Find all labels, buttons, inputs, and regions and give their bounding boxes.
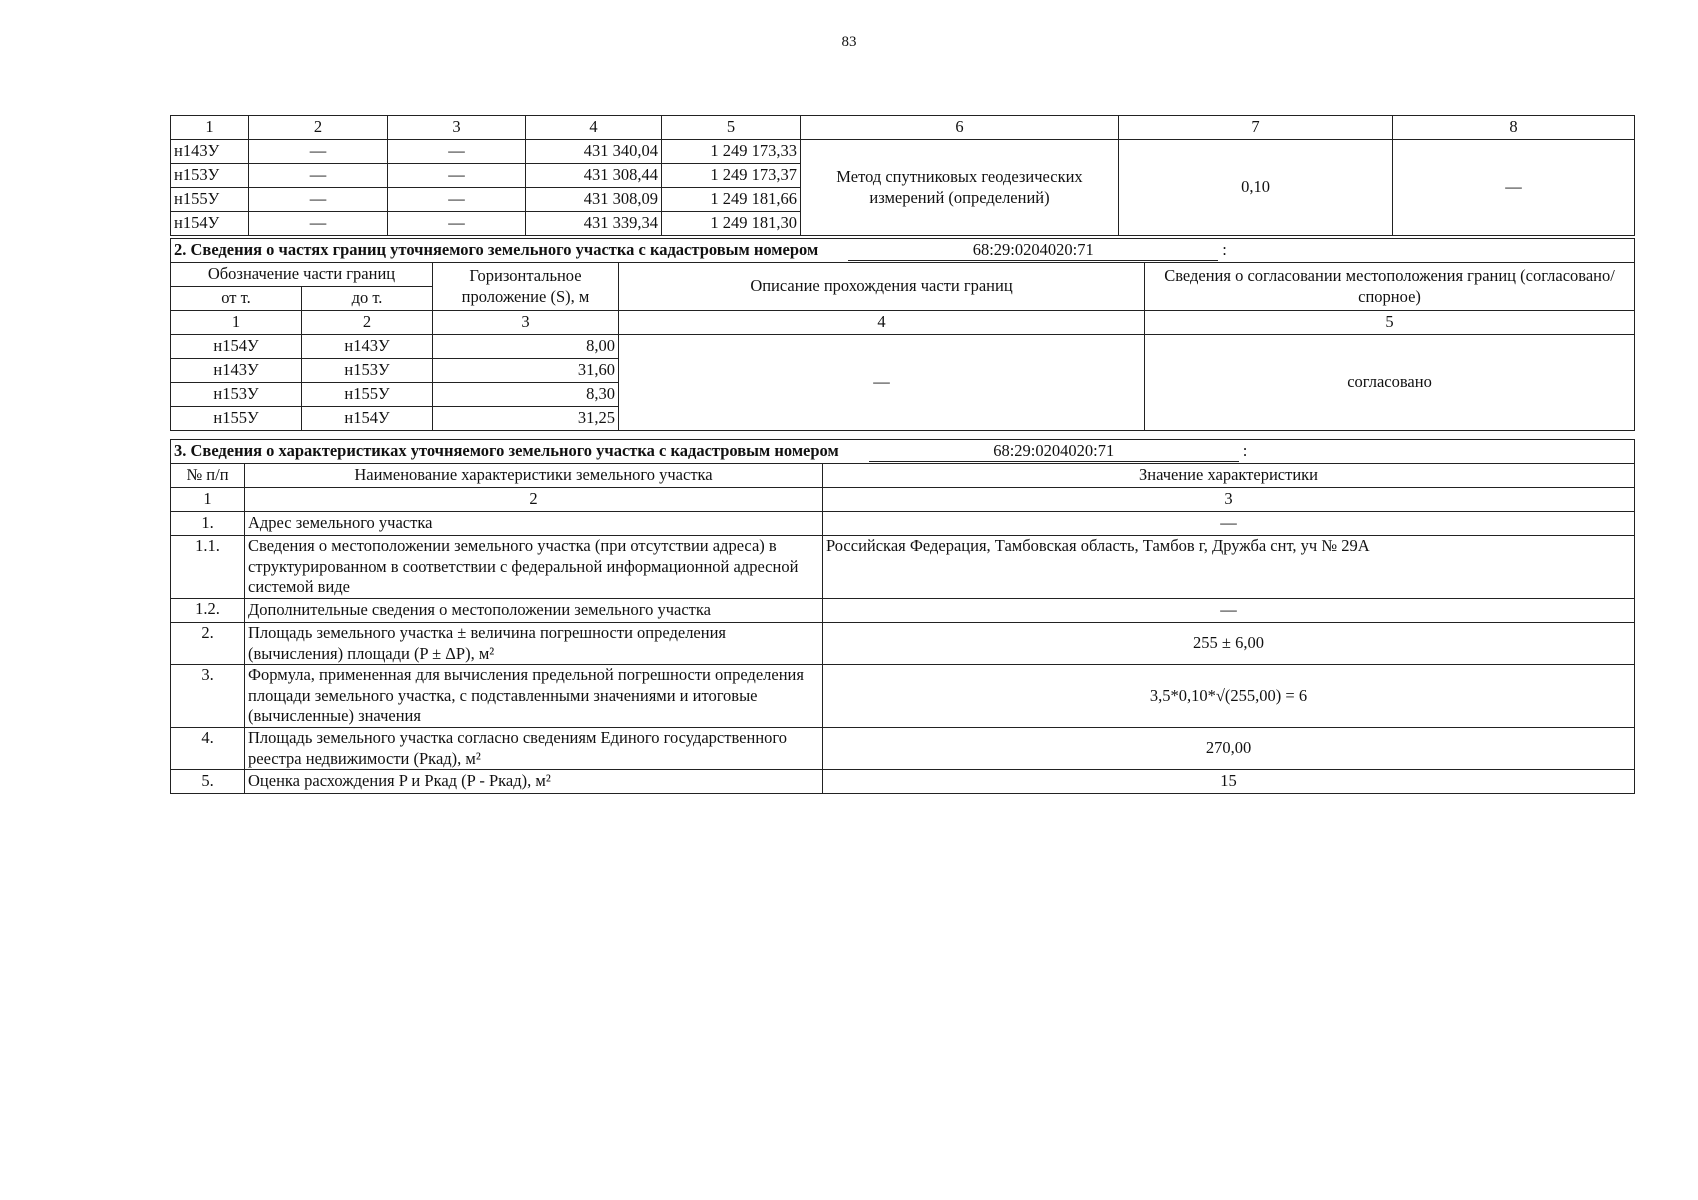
from-point: н155У [171,407,302,431]
table-header-row [171,263,1635,287]
cell: — [388,212,526,236]
characteristic-name: Адрес земельного участка [245,512,823,536]
boundary-parts-table [170,238,1635,431]
table-row [171,335,1635,359]
accuracy-cell: 0,10 [1119,140,1393,236]
column-number: 2 [245,488,823,512]
to-point: н143У [302,335,433,359]
agreement-value: согласовано [1145,335,1635,431]
column-number: 2 [302,311,433,335]
header-cell: 2 [249,116,388,140]
table-row [171,598,1635,622]
description-value: — [619,335,1145,431]
characteristic-name: Дополнительные сведения о местоположении земельного участка [245,598,823,622]
from-point: н143У [171,359,302,383]
column-numbers-row [171,311,1635,335]
colon: : [1222,239,1227,259]
from-point: н153У [171,383,302,407]
table-row [171,665,1635,728]
characteristic-value: 3,5*0,10*√(255,00) = 6 [823,665,1635,728]
cell: — [388,188,526,212]
cadastral-number: 68:29:0204020:71 [848,240,1218,262]
table-row [171,622,1635,664]
column-number: 1 [171,311,302,335]
table-header-row [171,116,1635,140]
coord-y: 1 249 173,33 [662,140,801,164]
column-number: 5 [1145,311,1635,335]
to-point: н154У [302,407,433,431]
distance-value: 31,60 [433,359,619,383]
characteristic-value: — [823,512,1635,536]
description-header: Описание прохождения части границ [619,263,1145,311]
from-header: от т. [171,287,302,311]
row-number: 5. [171,770,245,794]
coord-y: 1 249 181,30 [662,212,801,236]
header-cell: 7 [1119,116,1393,140]
characteristic-name: Оценка расхождения P и Ркад (P - Ркад), м² [245,770,823,794]
header-cell: 6 [801,116,1119,140]
characteristic-name: Площадь земельного участка согласно сведениям Единого государственного реестра недвижимости (Ркад), м² [245,728,823,770]
header-cell: 4 [526,116,662,140]
num-header: № п/п [171,464,245,488]
distance-value: 8,30 [433,383,619,407]
agreement-header: Сведения о согласовании местоположения границ (согласовано/спорное) [1145,263,1635,311]
cell: — [388,140,526,164]
point-name: н143У [171,140,249,164]
point-name: н155У [171,188,249,212]
section-2-title [171,239,1635,263]
designation-header: Обозначение части границ [171,263,433,287]
characteristic-name: Площадь земельного участка ± величина погрешности определения (вычисления) площади (P ± ΔP), м² [245,622,823,664]
to-header: до т. [302,287,433,311]
coord-x: 431 308,09 [526,188,662,212]
cell: — [249,140,388,164]
coord-x: 431 308,44 [526,164,662,188]
point-name: н153У [171,164,249,188]
coord-y: 1 249 181,66 [662,188,801,212]
colon: : [1242,440,1248,460]
characteristic-value: — [823,598,1635,622]
distance-value: 8,00 [433,335,619,359]
section-title-row [171,440,1635,464]
characteristic-name: Сведения о местоположении земельного участка (при отсутствии адреса) в структурированном в соответствии с федеральной информационной адресной системой виде [245,536,823,599]
header-cell: 1 [171,116,249,140]
point-name: н154У [171,212,249,236]
distance-value: 31,25 [433,407,619,431]
value-header: Значение характеристики [823,464,1635,488]
characteristic-value: Российская Федерация, Тамбовская область, Тамбов г, Дружба снт, уч № 29А [823,536,1635,599]
cadastral-number: 68:29:0204020:71 [869,441,1239,463]
row-number: 2. [171,622,245,664]
column-number: 3 [433,311,619,335]
header-cell: 8 [1393,116,1635,140]
characteristic-value: 255 ± 6,00 [823,622,1635,664]
table-row [171,140,1635,164]
coord-x: 431 339,34 [526,212,662,236]
table-header-row [171,464,1635,488]
characteristic-name: Формула, примененная для вычисления предельной погрешности определения площади земельного участка, с подставленными значениями и итоговые (вычисленные) значения [245,665,823,728]
characteristic-value: 15 [823,770,1635,794]
distance-header: Горизонтальное проложение (S), м [433,263,619,311]
cell: — [388,164,526,188]
col8-cell: — [1393,140,1635,236]
row-number: 4. [171,728,245,770]
row-number: 3. [171,665,245,728]
row-number: 1. [171,512,245,536]
table-row [171,770,1635,794]
cell: — [249,212,388,236]
section-2-title-text: 2. Сведения о частях границ уточняемого земельного участка с кадастровым номером [174,239,819,259]
table-row [171,512,1635,536]
coordinates-table [170,115,1635,236]
to-point: н155У [302,383,433,407]
page-number: 83 [841,34,857,50]
from-point: н154У [171,335,302,359]
name-header: Наименование характеристики земельного участка [245,464,823,488]
coord-x: 431 340,04 [526,140,662,164]
table-row [171,728,1635,770]
to-point: н153У [302,359,433,383]
column-number: 3 [823,488,1635,512]
row-number: 1.1. [171,536,245,599]
section-title-row [171,239,1635,263]
cell: — [249,164,388,188]
coord-y: 1 249 173,37 [662,164,801,188]
column-numbers-row [171,488,1635,512]
method-cell: Метод спутниковых геодезических измерений (определений) [801,140,1119,236]
column-number: 4 [619,311,1145,335]
section-3-title-text: 3. Сведения о характеристиках уточняемого земельного участка с кадастровым номером [174,440,839,460]
section-3-title [171,440,1635,464]
header-cell: 5 [662,116,801,140]
characteristics-table [170,439,1635,794]
table-row [171,536,1635,599]
column-number: 1 [171,488,245,512]
header-cell: 3 [388,116,526,140]
characteristic-value: 270,00 [823,728,1635,770]
row-number: 1.2. [171,598,245,622]
cell: — [249,188,388,212]
